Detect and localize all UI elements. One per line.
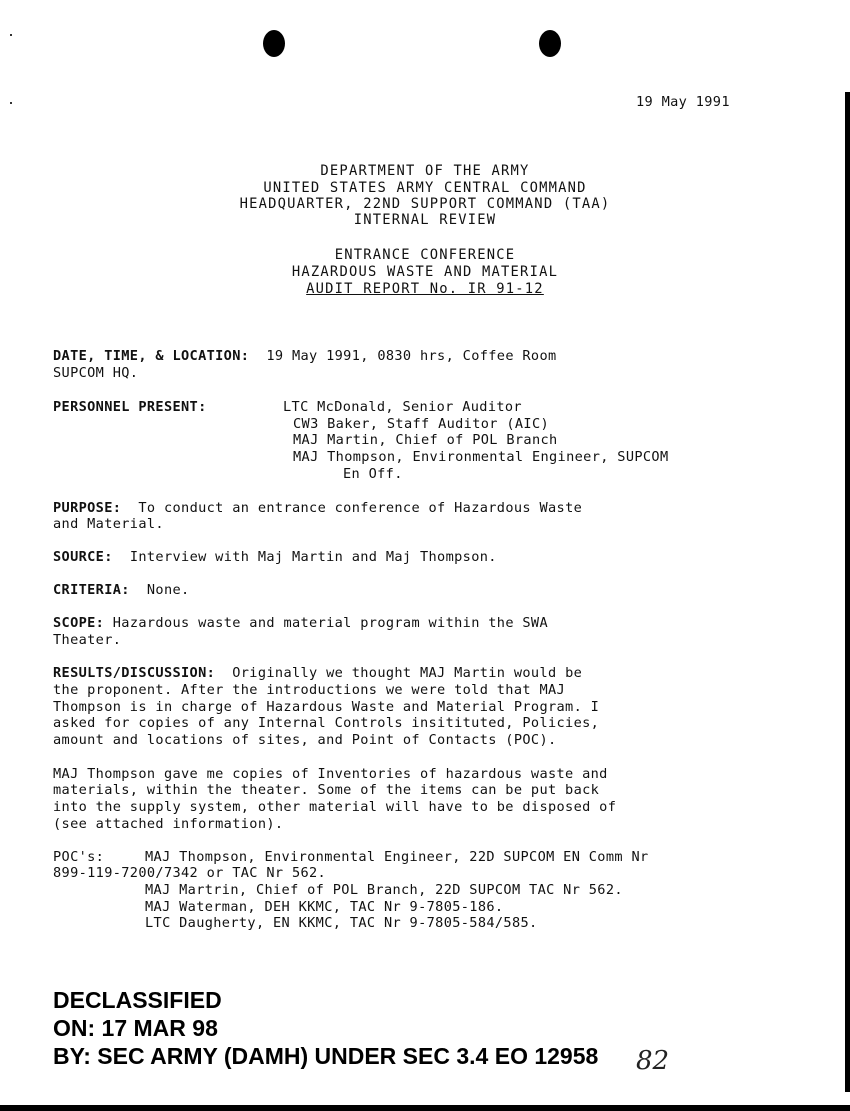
personnel-2: CW3 Baker, Staff Auditor (AIC) [293,416,550,432]
punch-hole-right [539,30,561,57]
paragraph2-line-4: (see attached information). [53,816,284,832]
purpose-text: To conduct an entrance conference of Hazardous Waste [138,500,583,516]
purpose-line-1 [53,500,582,516]
poc-1-cont: 899-119-7200/7342 or TAC Nr 562. [53,865,327,881]
header-line-3: HEADQUARTER, 22ND SUPPORT COMMAND (TAA) [239,196,611,212]
purpose-label: PURPOSE: [53,500,122,516]
header-line-5: ENTRANCE CONFERENCE [334,247,516,263]
personnel-4-cont: En Off. [343,466,403,482]
handwritten-mark [636,1046,669,1076]
criteria-label: CRITERIA: [53,582,130,598]
poc-4: LTC Daugherty, EN KKMC, TAC Nr 9-7805-584/585. [145,915,538,931]
poc-2: MAJ Martrin, Chief of POL Branch, 22D SUPCOM TAC Nr 562. [145,882,623,898]
results-text: Originally we thought MAJ Martin would be [232,665,583,681]
results-line-1 [53,665,582,681]
personnel-4: MAJ Thompson, Environmental Engineer, SUPCOM [293,449,669,465]
personnel-line-1 [53,399,207,415]
paragraph2-line-3: into the supply system, other material will have to be disposed of [53,799,617,815]
punch-hole-left [263,30,285,57]
scope-text: Hazardous waste and material program within the SWA [112,615,549,631]
personnel-1: LTC McDonald, Senior Auditor [283,399,522,415]
criteria-line [53,582,190,598]
header-line-4: INTERNAL REVIEW [353,212,497,228]
personnel-3: MAJ Martin, Chief of POL Branch [293,432,558,448]
scan-edge-right [845,92,850,1092]
source-label: SOURCE: [53,549,113,565]
scan-speck [10,34,12,36]
declassified-stamp-line-1: DECLASSIFIED [53,987,222,1013]
date-time-location-line-2: SUPCOM HQ. [53,365,139,381]
results-label: RESULTS/DISCUSSION: [53,665,216,681]
header-line-1: DEPARTMENT OF THE ARMY [320,163,530,179]
paragraph2-line-1: MAJ Thompson gave me copies of Inventories of hazardous waste and [53,766,608,782]
results-line-3: Thompson is in charge of Hazardous Waste and Material Program. I [53,699,600,715]
results-line-2: the proponent. After the introductions we were told that MAJ [53,682,566,698]
criteria-text: None. [146,582,190,598]
poc-3: MAJ Waterman, DEH KKMC, TAC Nr 9-7805-186. [145,899,504,915]
date-time-location-label: DATE, TIME, & LOCATION: [53,348,250,364]
paragraph2-line-2: materials, within the theater. Some of the items can be put back [53,782,600,798]
source-text: Interview with Maj Martin and Maj Thompson. [129,549,497,565]
document-date: 19 May 1991 [636,94,730,110]
personnel-label: PERSONNEL PRESENT: [53,399,207,415]
source-line [53,549,497,565]
date-time-location-line-1 [53,348,557,364]
scan-speck [10,102,12,104]
results-line-5: amount and locations of sites, and Point of Contacts (POC). [53,732,557,748]
declassified-stamp-line-2: ON: 17 MAR 98 [53,1015,218,1041]
purpose-line-2: and Material. [53,516,164,532]
scope-line-1 [53,615,548,631]
declassified-stamp-line-3: BY: SEC ARMY (DAMH) UNDER SEC 3.4 EO 12958 [53,1043,599,1069]
scan-edge-bottom [0,1105,850,1111]
date-time-location-value: 19 May 1991, 0830 hrs, Coffee Room [266,348,557,364]
header-line-6: HAZARDOUS WASTE AND MATERIAL [291,264,559,280]
scope-label: SCOPE: [53,615,105,631]
report-number [0,281,850,297]
handwritten-number: 82 [636,1046,670,1076]
results-line-4: asked for copies of any Internal Controls insitituted, Policies, [53,715,600,731]
header-line-2: UNITED STATES ARMY CENTRAL COMMAND [263,180,587,196]
poc-1: MAJ Thompson, Environmental Engineer, 22D SUPCOM EN Comm Nr [145,849,649,865]
poc-label: POC's: [53,849,105,865]
report-number-text: AUDIT REPORT No. IR 91-12 [306,281,544,297]
scope-line-2: Theater. [53,632,122,648]
